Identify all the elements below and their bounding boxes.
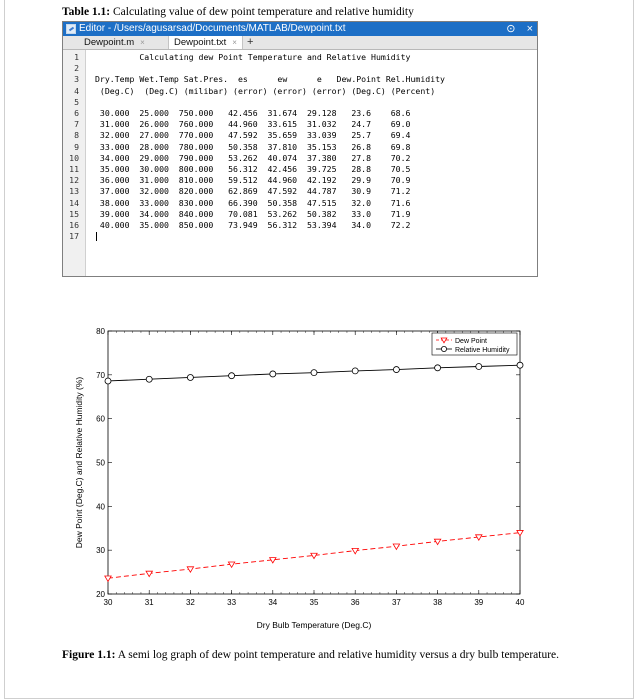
y-tick-label: 70 xyxy=(96,370,105,380)
matlab-editor-window xyxy=(62,21,538,277)
code-line xyxy=(63,86,537,97)
line-number: 14 xyxy=(69,197,79,208)
x-tick-label: 34 xyxy=(268,598,278,607)
line-number: 9 xyxy=(74,141,79,152)
line-number: 15 xyxy=(69,208,79,219)
code-line xyxy=(63,52,537,63)
marker-relative-humidity xyxy=(229,373,235,379)
line-number: 12 xyxy=(69,175,79,186)
line-number: 11 xyxy=(69,164,79,174)
add-tab-button[interactable]: + xyxy=(247,36,254,48)
y-tick-label: 20 xyxy=(96,590,105,599)
code-text: 34.000 29.000 790.000 53.262 40.074 37.380 27.8 70.2 xyxy=(95,152,411,163)
close-window-icon[interactable]: × xyxy=(526,23,533,35)
line-number: 10 xyxy=(69,152,79,163)
x-tick-label: 38 xyxy=(433,598,443,607)
code-line xyxy=(63,153,537,164)
table-caption xyxy=(62,6,414,18)
line-number: 8 xyxy=(74,130,79,141)
table-caption-label: Table 1.1: xyxy=(62,6,111,18)
marker-relative-humidity xyxy=(105,378,111,384)
tab-label: Dewpoint.m xyxy=(84,37,135,48)
line-number: 3 xyxy=(74,74,79,85)
line-number: 5 xyxy=(74,96,79,107)
y-tick-label: 80 xyxy=(96,327,105,336)
code-text: 35.000 30.000 800.000 56.312 42.456 39.725 28.8 70.5 xyxy=(95,164,411,174)
x-tick-label: 37 xyxy=(391,598,401,607)
figure xyxy=(62,301,551,642)
code-line xyxy=(63,175,537,186)
code-line xyxy=(63,119,537,130)
marker-relative-humidity xyxy=(187,374,193,380)
line-number: 6 xyxy=(74,108,79,118)
code-text: 39.000 34.000 840.000 70.081 53.262 50.382 33.0 71.9 xyxy=(95,208,411,219)
code-line xyxy=(63,142,537,153)
code-text: 31.000 26.000 760.000 44.960 33.615 31.032 24.7 69.0 xyxy=(95,119,411,130)
code-line xyxy=(63,97,537,108)
code-line xyxy=(63,220,537,231)
title-controls xyxy=(498,22,533,36)
x-tick-label: 36 xyxy=(350,598,360,607)
y-tick-label: 40 xyxy=(96,502,105,512)
x-tick-label: 33 xyxy=(227,598,237,607)
x-tick-label: 39 xyxy=(474,598,484,607)
code-area[interactable] xyxy=(63,50,537,276)
figure-caption-label: Figure 1.1: xyxy=(62,649,116,661)
text-cursor xyxy=(96,232,97,241)
options-icon[interactable]: ⊙ xyxy=(506,23,516,35)
code-line xyxy=(63,198,537,209)
tab-dewpoint-m[interactable] xyxy=(79,36,169,49)
x-tick-label: 30 xyxy=(103,598,113,607)
code-text: 36.000 31.000 810.000 59.512 44.960 42.192 29.9 70.9 xyxy=(95,175,411,186)
close-tab-icon[interactable]: × xyxy=(232,38,237,47)
y-axis-label: Dew Point (Deg.C) and Relative Humidity (%) xyxy=(74,376,84,549)
marker-relative-humidity xyxy=(517,362,523,368)
tab-dewpoint-txt[interactable] xyxy=(169,36,243,49)
marker-relative-humidity xyxy=(270,371,276,377)
code-text: 38.000 33.000 830.000 66.390 50.358 47.515 32.0 71.6 xyxy=(95,197,411,208)
code-line xyxy=(63,63,537,74)
code-line xyxy=(63,231,537,242)
figure-caption xyxy=(62,648,562,662)
tab-label: Dewpoint.txt xyxy=(174,37,227,48)
code-text: 33.000 28.000 780.000 50.358 37.810 35.153 26.8 69.8 xyxy=(95,141,411,152)
code-line xyxy=(63,164,537,175)
code-text: 37.000 32.000 820.000 62.869 47.592 44.787 30.9 71.2 xyxy=(95,186,411,197)
code-line xyxy=(63,209,537,220)
editor-title: Editor - /Users/agusarsad/Documents/MATLAB/Dewpoint.txt xyxy=(79,23,346,34)
y-tick-label: 30 xyxy=(96,546,105,556)
table-caption-text: Calculating value of dew point temperature and relative humidity xyxy=(110,6,414,18)
legend-marker-circle xyxy=(441,346,446,351)
x-tick-label: 35 xyxy=(309,598,319,607)
marker-relative-humidity xyxy=(393,367,399,373)
line-number: 2 xyxy=(74,63,79,74)
code-line xyxy=(63,74,537,85)
marker-relative-humidity xyxy=(435,365,441,371)
line-number: 7 xyxy=(74,119,79,130)
code-text: Calculating dew Point Temperature and Relative Humidity xyxy=(95,52,411,62)
y-tick-label: 60 xyxy=(96,414,105,424)
code-text: 30.000 25.000 750.000 42.456 31.674 29.128 23.6 68.6 xyxy=(95,108,411,118)
editor-tabbar xyxy=(63,36,537,50)
editor-app-icon xyxy=(66,24,76,34)
marker-relative-humidity xyxy=(311,370,317,376)
line-number: 16 xyxy=(69,220,79,230)
legend-label: Relative Humidity xyxy=(455,346,510,354)
code-text: Dry.Temp Wet.Temp Sat.Pres. es ew e Dew.Point Rel.Humidity xyxy=(95,74,445,85)
code-line xyxy=(63,186,537,197)
marker-relative-humidity xyxy=(352,368,358,374)
code-line xyxy=(63,130,537,141)
code-text: 32.000 27.000 770.000 47.592 35.659 33.039 25.7 69.4 xyxy=(95,130,411,141)
line-chart xyxy=(62,301,551,642)
x-tick-label: 40 xyxy=(515,598,525,607)
code-text: (Deg.C) (Deg.C) (milibar) (error) (error) (error) (Deg.C) (Percent) xyxy=(95,85,436,96)
x-tick-label: 31 xyxy=(144,598,154,607)
x-axis-label: Dry Bulb Temperature (Deg.C) xyxy=(256,620,372,630)
marker-relative-humidity xyxy=(146,376,152,382)
code-text: 40.000 35.000 850.000 73.949 56.312 53.394 34.0 72.2 xyxy=(95,220,411,230)
code-line xyxy=(63,108,537,119)
line-number: 4 xyxy=(74,85,79,96)
y-tick-label: 50 xyxy=(96,458,105,468)
legend-label: Dew Point xyxy=(455,337,487,345)
figure-caption-text: A semi log graph of dew point temperature and relative humidity versus a dry bulb temperature. xyxy=(115,649,560,661)
x-tick-label: 32 xyxy=(185,598,195,607)
line-number: 17 xyxy=(69,231,79,242)
line-number: 13 xyxy=(69,186,79,197)
editor-titlebar xyxy=(63,22,537,36)
line-number: 1 xyxy=(74,52,79,62)
close-tab-icon[interactable]: × xyxy=(140,38,145,47)
marker-relative-humidity xyxy=(476,364,482,370)
